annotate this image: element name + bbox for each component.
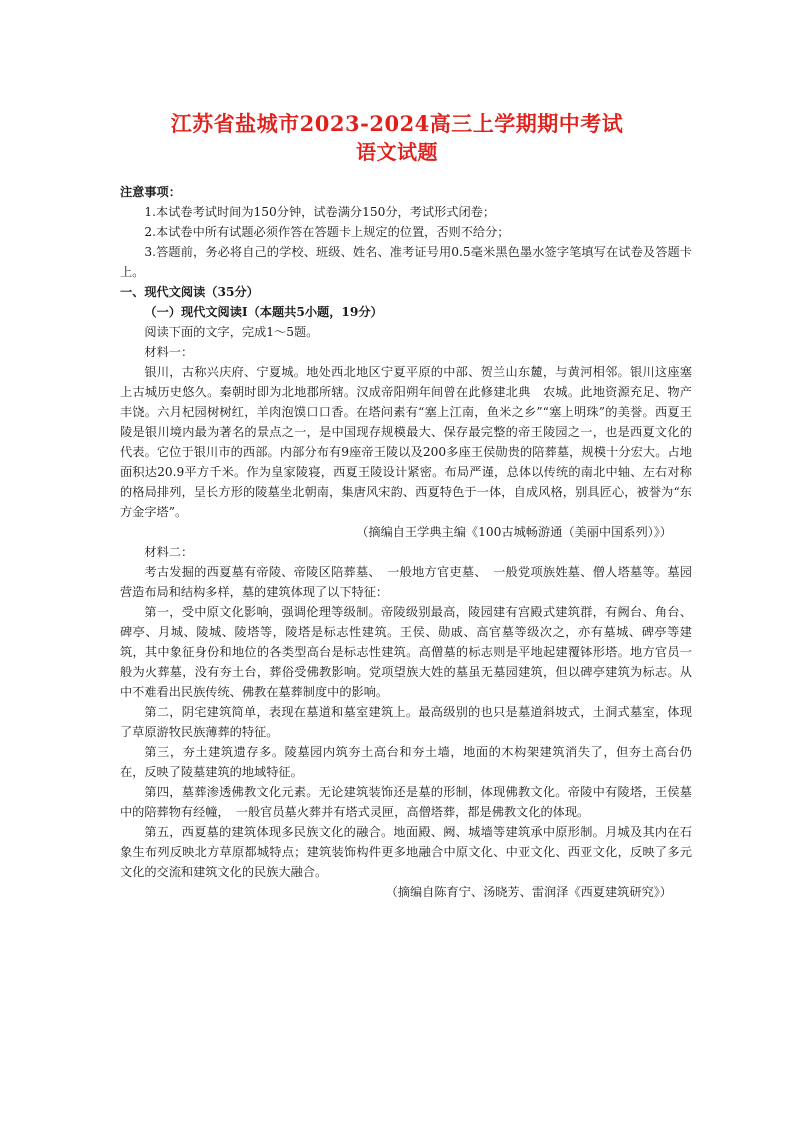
reading-instruction: 阅读下面的文字，完成1～5题。 — [144, 325, 319, 339]
subsection-heading: （一）现代文阅读Ⅰ（本题共5小题，19分） — [144, 305, 383, 319]
exam-title: 江苏省盐城市2023-2024高三上学期期中考试 — [170, 111, 624, 136]
material-paragraph: 第四，墓葬渗透佛教文化元素。无论建筑装饰还是墓的形制，体现佛教文化。帝陵中有陵塔，王侯墓中的陪葬物有经幢， 一般官员墓火葬并有塔式灵匣，高僧塔葬，都是佛教文化的体现。 — [120, 785, 692, 819]
material-paragraph: 考古发掘的西夏墓有帝陵、帝陵区陪葬墓、 一般地方官吏墓、 一般党项族姓墓、僧人塔墓等。墓园营造布局和结构多样，墓的建筑体现了以下特征： — [120, 565, 692, 599]
material-paragraph: 第二，阴宅建筑简单，表现在墓道和墓室建筑上。最高级别的也只是墓道斜坡式，土洞式墓室，体现了草原游牧民族薄葬的特征。 — [120, 705, 692, 739]
exam-content — [120, 182, 692, 902]
material-paragraph: 第一，受中原文化影响，强调伦理等级制。帝陵级别最高，陵园建有宫殿式建筑群，有阙台、角台、碑亭、月城、陵城、陵塔等，陵塔是标志性建筑。王侯、勋戚、高官墓等级次之，亦有墓城、碑亭等建筑，其中象征身份和地位的各类型高台是标志性建筑。高僧墓的标志则是平地起建覆钵形塔。地方官员一般为火葬墓，没有夯土台，葬俗受佛教影响。党项望族大姓的墓虽无墓园建筑，但以碑亭建筑为标志。从中不难看出民族传统、佛教在墓葬制度中的影响。 — [120, 605, 692, 699]
notes-heading: 注意事项： — [120, 185, 181, 199]
material-source: （摘编自王学典主编《100古城畅游通（美丽中国系列）》） — [356, 525, 672, 539]
note-item: 3.答题前，务必将自己的学校、班级、姓名、准考证号用0.5毫米黑色墨水签字笔填写在试卷及答题卡上。 — [120, 245, 692, 279]
material-label: 材料二： — [144, 545, 194, 559]
note-item: 2.本试卷中所有试题必须作答在答题卡上规定的位置，否则不给分； — [144, 225, 510, 239]
material-paragraph: 银川，古称兴庆府、宁夏城。地处西北地区宁夏平原的中部、贺兰山东麓，与黄河相邻。银川这座塞上古城历史悠久。秦朝时即为北地郡所辖。汉成帝阳朔年间曾在此修建北典 农城。此地资源充足、物产丰饶。六月杞园树树红，羊肉泡馍口口香。在塔问素有“塞上江南，鱼米之乡”“塞上明珠”的美誉。西夏王陵是银川境内最为著名的景点之一，是中国现存规模最大、保存最完整的帝王陵园之一，也是西夏文化的代表。它位于银川市的西部。内部分布有9座帝王陵以及200多座王侯勋贵的陪葬墓，规模十分宏大。占地面积达20.9平方千米。作为皇家陵寝，西夏王陵设计紧密。布局严谨，总体以传统的南北中轴、左右对称的格局排列，呈长方形的陵墓坐北朝南，集唐风宋韵、西夏特色于一体，自成风格，别具匠心，被誉为“东方金字塔”。 — [120, 365, 692, 519]
note-item: 1.本试卷考试时间为150分钟，试卷满分150分，考试形式闭卷； — [144, 205, 496, 219]
exam-subject-title: 语文试题 — [356, 140, 438, 164]
section-heading: 一、现代文阅读（35分） — [120, 285, 259, 299]
material-paragraph: 第五，西夏墓的建筑体现多民族文化的融合。地面殿、阙、城墙等建筑承中原形制。月城及其内在石象生布列反映北方草原都城特点；建筑装饰构件更多地融合中原文化、中亚文化、西亚文化，反映了多元文化的交流和建筑文化的民族大融合。 — [120, 825, 692, 879]
material-source: （摘编自陈育宁、汤晓芳、雷润泽《西夏建筑研究》） — [385, 885, 672, 899]
material-label: 材料一： — [144, 345, 194, 359]
material-paragraph: 第三，夯土建筑遗存多。陵墓园内筑夯土高台和夯土墙，地面的木构架建筑消失了，但夯土高台仍在，反映了陵墓建筑的地域特征。 — [120, 745, 692, 779]
